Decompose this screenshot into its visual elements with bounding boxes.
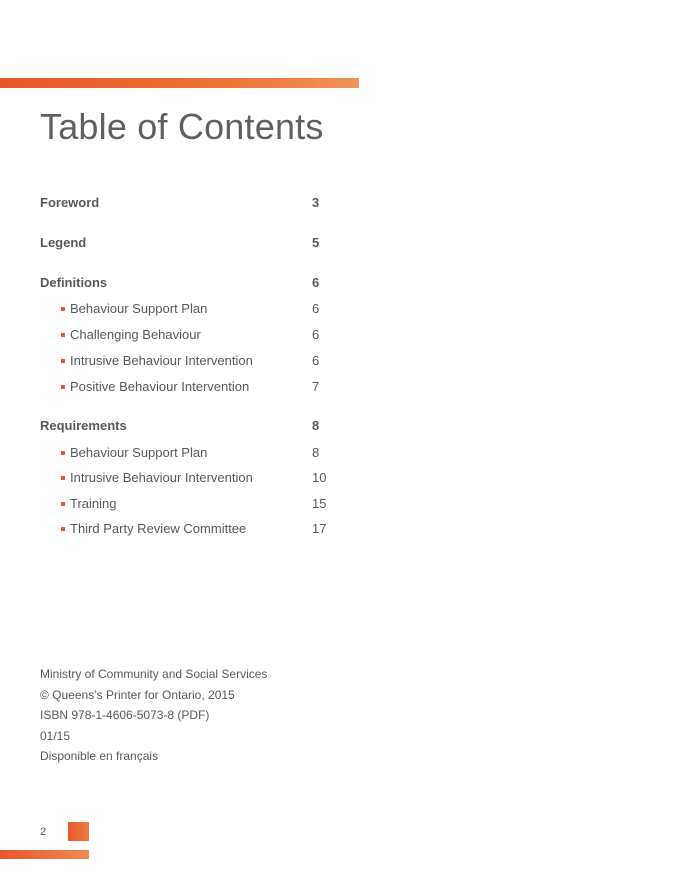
toc-subentry-page: 6 (312, 327, 320, 342)
page-number: 2 (40, 826, 47, 838)
toc-entry-label: Legend (40, 235, 87, 250)
toc-entry-requirements[interactable] (40, 416, 340, 436)
toc-entry-label: Definitions (40, 275, 108, 290)
toc-subentry[interactable] (40, 468, 340, 488)
toc-subentry-label: Behaviour Support Plan (70, 445, 208, 460)
toc-subentry-label: Positive Behaviour Intervention (70, 379, 250, 394)
toc-entry-legend[interactable] (40, 233, 340, 253)
copyright-notice: © Queens’s Printer for Ontario, 2015 (40, 687, 235, 702)
toc-subentry-label: Behaviour Support Plan (70, 301, 208, 316)
footer-accent-bar (0, 850, 89, 859)
page-title: Table of Contents (40, 106, 324, 147)
toc-subentry[interactable] (40, 519, 340, 539)
toc-subentry-label: Training (70, 496, 117, 511)
toc-subentry-label: Third Party Review Committee (70, 521, 247, 536)
bullet-icon (61, 527, 65, 531)
bullet-icon (61, 307, 65, 311)
bullet-icon (61, 385, 65, 389)
bullet-icon (61, 451, 65, 455)
toc-subentry[interactable] (40, 377, 340, 397)
toc-entry-page: 3 (312, 195, 320, 210)
toc-subentry-page: 8 (312, 445, 320, 460)
toc-subentry-page: 7 (312, 379, 320, 394)
footer-accent-square (68, 822, 89, 841)
isbn: ISBN 978-1-4606-5073-8 (PDF) (40, 708, 210, 722)
bullet-icon (61, 476, 65, 480)
toc-entry-definitions[interactable] (40, 273, 340, 293)
toc-entry-page: 8 (312, 418, 320, 433)
toc-subentry-label: Intrusive Behaviour Intervention (70, 470, 253, 485)
bullet-icon (61, 359, 65, 363)
toc-subentry-page: 17 (312, 521, 327, 536)
toc-entry-label: Requirements (40, 418, 127, 433)
toc-entry-page: 5 (312, 235, 320, 250)
colophon (40, 664, 267, 767)
toc-subentry-page: 6 (312, 353, 320, 368)
toc-entry-page: 6 (312, 275, 320, 290)
toc-subentry[interactable] (40, 494, 340, 514)
toc-subentry-page: 15 (312, 496, 327, 511)
bullet-icon (61, 502, 65, 506)
toc-subentry-page: 10 (312, 470, 327, 485)
french-availability: Disponible en français (40, 749, 159, 763)
toc-subentry-label: Challenging Behaviour (70, 327, 201, 342)
toc-subentry[interactable] (40, 325, 340, 345)
date-code: 01/15 (40, 728, 71, 743)
toc-entry-foreword[interactable] (40, 193, 340, 213)
header-accent-bar (0, 78, 359, 88)
toc-entry-label: Foreword (40, 195, 100, 210)
ministry-name: Ministry of Community and Social Services (40, 667, 268, 681)
toc-subentry[interactable] (40, 443, 340, 463)
toc-subentry-label: Intrusive Behaviour Intervention (70, 353, 253, 368)
toc-subentry[interactable] (40, 351, 340, 371)
bullet-icon (61, 333, 65, 337)
toc-subentry[interactable] (40, 299, 340, 319)
toc-subentry-page: 6 (312, 301, 320, 316)
